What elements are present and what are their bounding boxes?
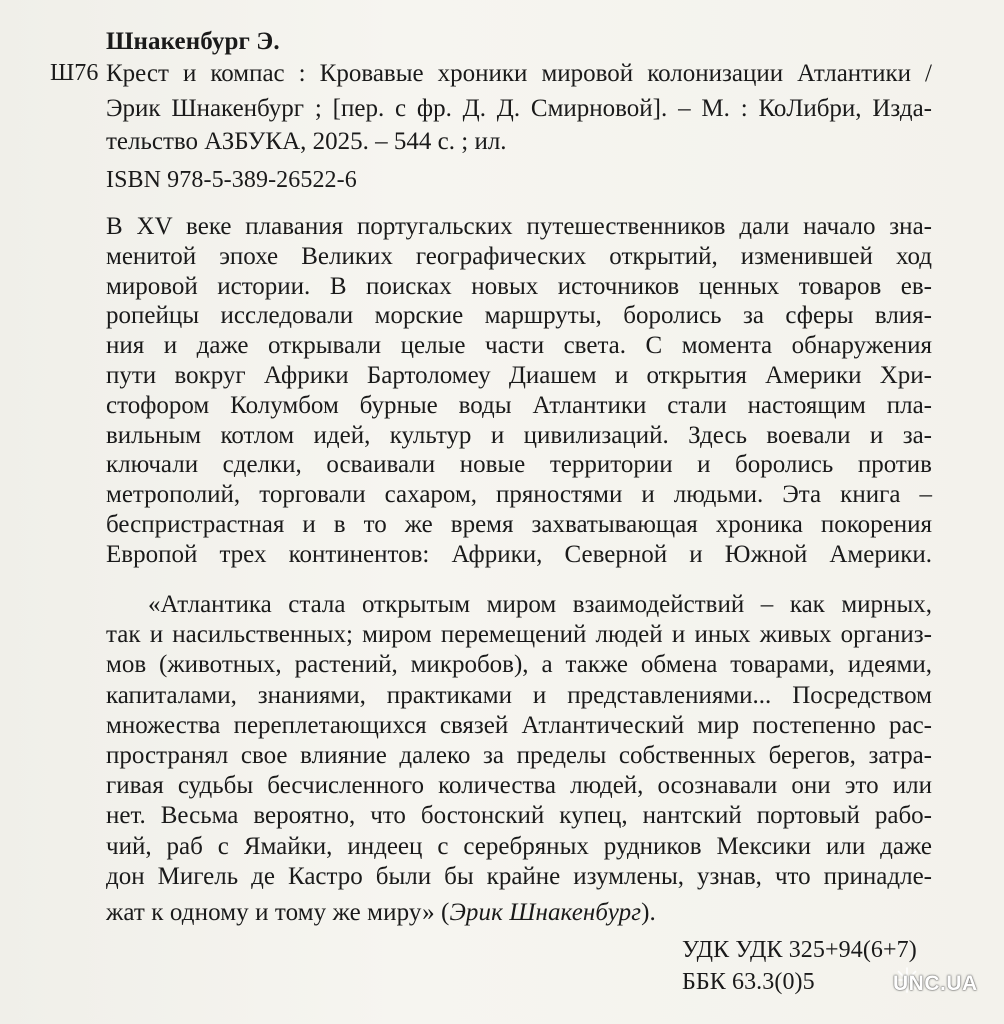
annotation-line: нет. Весьма вероятно, что бостонский купец, нантский портовый рабо- — [106, 802, 932, 830]
bbk-code: ББК 63.3(0)5 — [682, 969, 815, 995]
udk-code: УДК УДК 325+94(6+7) — [682, 937, 917, 963]
quote-author: Эрик Шнакенбург — [449, 899, 642, 926]
author-heading: Шнакенбург Э. — [106, 28, 280, 55]
annotation-line: Европой трех континентов: Африки, Северной и Южной Америки. — [106, 540, 932, 568]
annotation-line: капиталами, знаниями, практиками и представлениями... Посредством — [106, 681, 932, 709]
bibliography-line-3: тельство АЗБУКА, 2025. – 544 с. ; ил. — [106, 128, 507, 155]
annotation-line: вильным котлом идей, культур и цивилизаций. Здесь воевали и за- — [106, 421, 932, 449]
annotation-line: метрополий, торговали сахаром, пряностями и людьми. Эта книга – — [106, 481, 932, 509]
annotation-line: менитой эпохе Великих географических открытий, изменившей ход — [106, 242, 932, 270]
bibliography-line-2: Эрик Шнакенбург ; [пер. с фр. Д. Д. Смирновой]. – М. : КоЛибри, Изда- — [106, 95, 932, 122]
annotation-line: ния и даже открывали целые части света. С момента обнаружения — [106, 332, 932, 360]
quote-end-text: жат к одному и тому же миру» ( — [106, 899, 450, 926]
annotation-line: беспристрастная и в то же время захватывающая хроника покорения — [106, 511, 932, 538]
annotation-line: пути вокруг Африки Бартоломеу Диашем и открытия Америки Хри- — [106, 362, 932, 389]
annotation-line: ключали сделки, осваивали новые территории и боролись против — [106, 451, 932, 479]
annotation-line: В XV веке плавания португальских путешественников дали начало зна- — [106, 213, 932, 240]
annotation-line: стофором Колумбом бурные воды Атлантики стали настоящим пла- — [106, 391, 932, 419]
annotation-line: гивая судьбы бесчисленного количества людей, осознавали они это или — [106, 772, 932, 800]
quote-end-punct: ). — [641, 899, 656, 926]
annotation-line: мировой истории. В поисках новых источников ценных товаров ев- — [106, 272, 932, 300]
annotation-line: множества переплетающихся связей Атлантический мир постепенно рас- — [106, 711, 932, 739]
bibliography-line-1: Крест и компас : Кровавые хроники мировой колонизации Атлантики / — [106, 60, 932, 87]
watermark-text: UNC.UA — [893, 972, 978, 995]
annotation-line: пространял свое влияние далеко за пределы собственных берегов, затра- — [106, 742, 932, 769]
annotation-line: мов (животных, растений, микробов), а также обмена товарами, идеями, — [106, 651, 932, 679]
annotation-line: ропейцы исследовали морские маршруты, боролись за сферы влия- — [106, 302, 932, 330]
annotation-line: дон Мигель де Кастро были бы крайне изумлены, узнав, что принадле- — [106, 862, 932, 890]
annotation-line: чий, раб с Ямайки, индеец с серебряных рудников Мексики или даже — [106, 832, 932, 860]
author-code: Ш76 — [50, 60, 99, 86]
annotation-line: так и насильственных; миром перемещений людей и иных живых организ- — [106, 621, 932, 649]
annotation-last-line — [106, 898, 656, 928]
annotation-line: «Атлантика стала открытым миром взаимодействий – как мирных, — [148, 591, 932, 618]
isbn: ISBN 978-5-389-26522-6 — [106, 167, 357, 193]
